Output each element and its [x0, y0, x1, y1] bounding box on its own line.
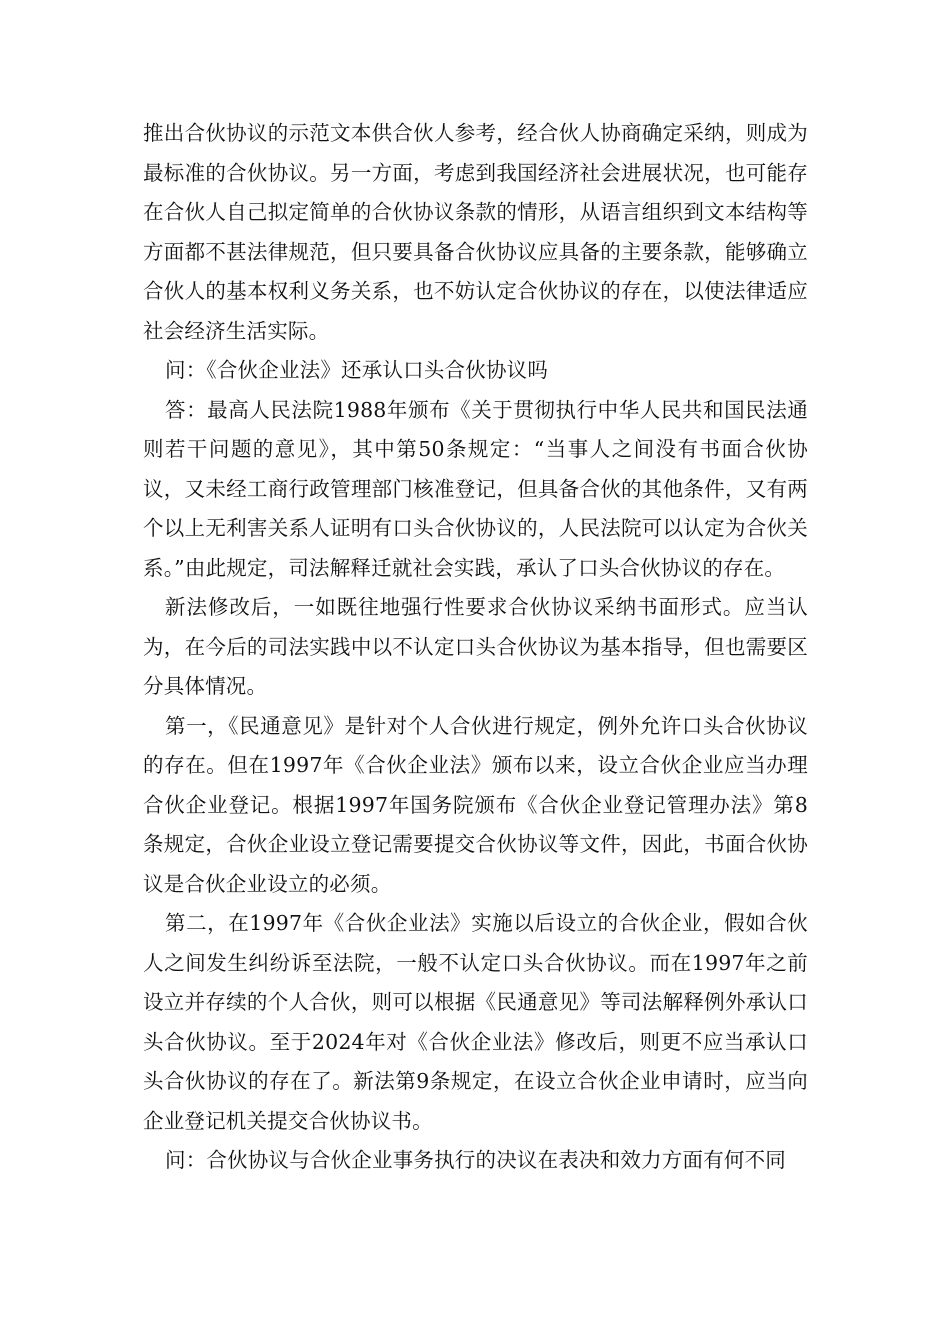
paragraph-first-point: 第一，《民通意见》是针对个人合伙进行规定，例外允许口头合伙协议的存在。但在1997年《合伙企业法》颁布以来，设立合伙企业应当办理合伙企业登记。根据1997年国务院颁布《合伙企业登记管理办法》第8条规定，合伙企业设立登记需要提交合伙协议等文件，因此，书面合伙协议是合伙企业设立的必须。 [143, 713, 808, 896]
document-body [143, 114, 808, 1181]
question-oral-agreement: 问：《合伙企业法》还承认口头合伙协议吗 [165, 358, 549, 382]
answer-oral-agreement: 答：最高人民法院1988年颁布《关于贯彻执行中华人民共和国民法通则若干问题的意见》，其中第50条规定：“当事人之间没有书面合伙协议，又未经工商行政管理部门核准登记，但具备合伙的其他条件，又有两个以上无利害关系人证明有口头合伙协议的，人民法院可以认定为合伙关系。”由此规定，司法解释迁就社会实践，承认了口头合伙协议的存在。 [143, 397, 808, 580]
paragraph-new-law: 新法修改后，一如既往地强行性要求合伙协议采纳书面形式。应当认为，在今后的司法实践中以不认定口头合伙协议为基本指导，但也需要区分具体情况。 [143, 595, 808, 698]
question-agreement-vs-resolution: 问：合伙协议与合伙企业事务执行的决议在表决和效力方面有何不同 [165, 1148, 786, 1172]
paragraph-continuation: 推出合伙协议的示范文本供合伙人参考，经合伙人协商确定采纳，则成为最标准的合伙协议。另一方面，考虑到我国经济社会进展状况，也可能存在合伙人自己拟定简单的合伙协议条款的情形，从语言组织到文本结构等方面都不甚法律规范，但只要具备合伙协议应具备的主要条款，能够确立合伙人的基本权利义务关系，也不妨认定合伙协议的存在，以使法律适应社会经济生活实际。 [143, 121, 808, 343]
paragraph-second-point: 第二，在1997年《合伙企业法》实施以后设立的合伙企业，假如合伙人之间发生纠纷诉至法院，一般不认定口头合伙协议。而在1997年之前设立并存续的个人合伙，则可以根据《民通意见》等司法解释例外承认口头合伙协议。至于2024年对《合伙企业法》修改后，则更不应当承认口头合伙协议的存在了。新法第9条规定，在设立合伙企业申请时，应当向企业登记机关提交合伙协议书。 [143, 911, 808, 1133]
